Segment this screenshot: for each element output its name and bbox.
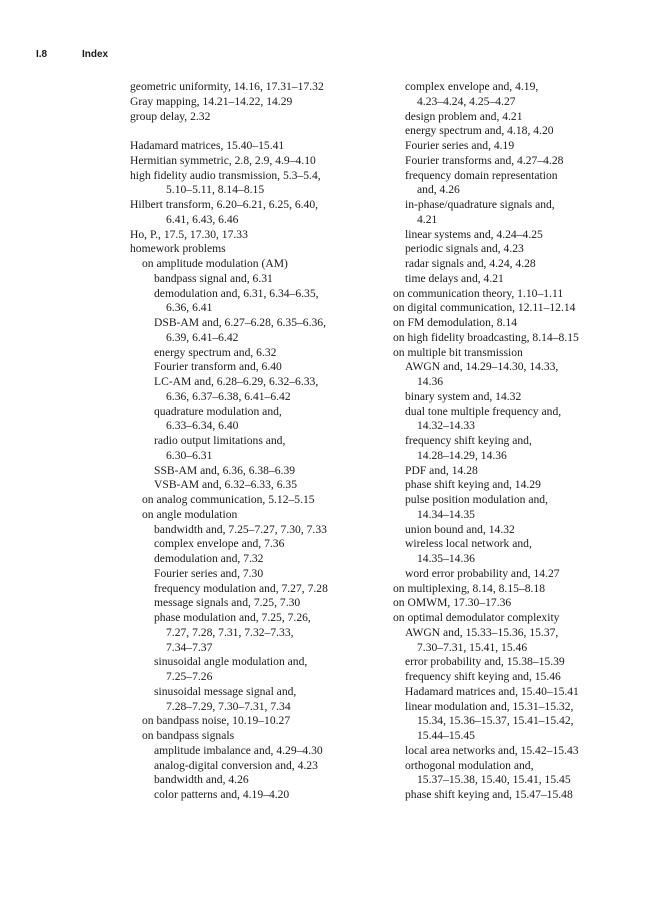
index-entry: on multiplexing, 8.14, 8.15–8.18 (393, 581, 546, 595)
index-entry: on high fidelity broadcasting, 8.14–8.15 (393, 330, 579, 344)
index-entry: on optimal demodulator complexity (393, 611, 560, 624)
index-entry: on bandpass noise, 10.19–10.27 (142, 714, 291, 728)
index-entry: color patterns and, 4.19–4.20 (154, 788, 290, 801)
index-entry: 6.36, 6.37–6.38, 6.41–6.42 (166, 389, 291, 403)
index-entry: 6.41, 6.43, 6.46 (166, 212, 239, 226)
index-entry: word error probability and, 14.27 (405, 566, 560, 580)
index-entry: orthogonal modulation and, (405, 758, 534, 772)
index-entry: Fourier transforms and, 4.27–4.28 (405, 153, 564, 167)
index-entry: periodic signals and, 4.23 (405, 242, 524, 256)
index-entry: on digital communication, 12.11–12.14 (393, 301, 576, 315)
index-entry: union bound and, 14.32 (405, 522, 515, 536)
index-entry: complex envelope and, 7.36 (154, 537, 285, 551)
index-entry: AWGN and, 14.29–14.30, 14.33, (405, 360, 559, 374)
index-entry: 4.23–4.24, 4.25–4.27 (417, 94, 516, 108)
index-entry: pulse position modulation and, (405, 493, 548, 506)
index-entry: 15.34, 15.36–15.37, 15.41–15.42, (417, 714, 574, 728)
index-entry: frequency shift keying and, 15.46 (405, 670, 561, 683)
index-entry: energy spectrum and, 4.18, 4.20 (405, 124, 554, 138)
index-entry: Hadamard matrices, 15.40–15.41 (130, 139, 285, 152)
index-entry: energy spectrum and, 6.32 (154, 345, 277, 359)
index-entry: 15.37–15.38, 15.40, 15.41, 15.45 (417, 773, 571, 787)
index-entry: 15.44–15.45 (417, 729, 475, 742)
index-entry: frequency domain representation (405, 168, 558, 182)
index-entry: on analog communication, 5.12–5.15 (142, 493, 315, 506)
section-title: Index (82, 49, 109, 60)
index-entry: 7.28–7.29, 7.30–7.31, 7.34 (166, 699, 291, 713)
index-entry: complex envelope and, 4.19, (405, 80, 539, 93)
index-entry: Fourier transform and, 6.40 (154, 360, 282, 374)
index-entry: 6.30–6.31 (166, 448, 213, 462)
index-entry: homework problems (130, 242, 226, 256)
index-entry: sinusoidal angle modulation and, (154, 655, 308, 669)
index-entry: on multiple bit transmission (393, 345, 523, 359)
index-entry: in-phase/quadrature signals and, (405, 198, 555, 211)
index-entry: 6.33–6.34, 6.40 (166, 419, 239, 433)
index-entry: geometric uniformity, 14.16, 17.31–17.32 (130, 80, 324, 93)
index-entry: 14.32–14.33 (417, 419, 475, 433)
index-entry: analog-digital conversion and, 4.23 (154, 758, 318, 772)
index-entry: Ho, P., 17.5, 17.30, 17.33 (130, 227, 248, 241)
index-entry: 6.36, 6.41 (166, 301, 213, 315)
index-entry: 14.36 (417, 375, 444, 388)
index-column-left (130, 80, 380, 803)
index-entry: demodulation and, 6.31, 6.34–6.35, (154, 286, 319, 300)
index-entry: 4.21 (417, 212, 438, 226)
index-entry: PDF and, 14.28 (405, 463, 478, 477)
index-entry: radar signals and, 4.24, 4.28 (405, 257, 536, 270)
index-entry: Hermitian symmetric, 2.8, 2.9, 4.9–4.10 (130, 153, 316, 167)
index-entry: Hadamard matrices and, 15.40–15.41 (405, 684, 579, 698)
running-header (36, 49, 108, 60)
index-entry: bandwidth and, 7.25–7.27, 7.30, 7.33 (154, 522, 327, 536)
index-entry: 14.28–14.29, 14.36 (417, 448, 507, 462)
index-entry: and, 4.26 (417, 183, 460, 197)
index-entry: frequency modulation and, 7.27, 7.28 (154, 581, 328, 595)
index-entry: design problem and, 4.21 (405, 109, 523, 123)
index-entry: bandwidth and, 4.26 (154, 773, 249, 787)
index-entry: phase shift keying and, 15.47–15.48 (405, 788, 573, 801)
index-entry: linear modulation and, 15.31–15.32, (405, 699, 574, 713)
index-entry: Hilbert transform, 6.20–6.21, 6.25, 6.40, (130, 198, 319, 211)
index-entry: on communication theory, 1.10–1.11 (393, 286, 564, 300)
index-entry: on FM demodulation, 8.14 (393, 316, 517, 329)
index-entry: LC-AM and, 6.28–6.29, 6.32–6.33, (154, 375, 319, 388)
index-entry: bandpass signal and, 6.31 (154, 271, 273, 285)
index-entry: VSB-AM and, 6.32–6.33, 6.35 (154, 478, 297, 492)
page-number: I.8 (36, 49, 48, 60)
index-entry: amplitude imbalance and, 4.29–4.30 (154, 743, 323, 757)
index-entry: 7.27, 7.28, 7.31, 7.32–7.33, (166, 625, 294, 639)
index-entry: phase shift keying and, 14.29 (405, 478, 541, 492)
index-entry: binary system and, 14.32 (405, 389, 522, 403)
index-entry: 14.34–14.35 (417, 507, 475, 521)
index-entry: local area networks and, 15.42–15.43 (405, 743, 579, 757)
index-entry: 14.35–14.36 (417, 552, 475, 565)
index-entry: 6.39, 6.41–6.42 (166, 330, 239, 344)
index-entry: 7.25–7.26 (166, 670, 213, 683)
index-entry: error probability and, 15.38–15.39 (405, 655, 565, 669)
index-spacer (130, 124, 380, 139)
index-entry: phase modulation and, 7.25, 7.26, (154, 611, 311, 624)
index-entry: 7.34–7.37 (166, 640, 213, 654)
index-entry: on OMWM, 17.30–17.36 (393, 596, 512, 610)
index-entry: high fidelity audio transmission, 5.3–5.4, (130, 168, 321, 182)
index-entry: linear systems and, 4.24–4.25 (405, 227, 543, 241)
index-entry: frequency shift keying and, (405, 434, 532, 447)
index-entry: 7.30–7.31, 15.41, 15.46 (417, 640, 528, 654)
index-entry: on amplitude modulation (AM) (142, 257, 288, 270)
index-entry: 5.10–5.11, 8.14–8.15 (166, 183, 265, 197)
index-entry: SSB-AM and, 6.36, 6.38–6.39 (154, 463, 296, 477)
index-entry: DSB-AM and, 6.27–6.28, 6.35–6.36, (154, 316, 326, 329)
index-entry: on angle modulation (142, 507, 238, 521)
index-entry: on bandpass signals (142, 729, 235, 742)
index-entry: demodulation and, 7.32 (154, 552, 264, 565)
index-entry: radio output limitations and, (154, 434, 286, 447)
index-entry: wireless local network and, (405, 537, 532, 551)
index-entry: Fourier series and, 4.19 (405, 139, 515, 152)
index-entry: AWGN and, 15.33–15.36, 15.37, (405, 625, 559, 639)
index-entry: quadrature modulation and, (154, 404, 282, 418)
index-entry: dual tone multiple frequency and, (405, 404, 562, 418)
index-entry: Gray mapping, 14.21–14.22, 14.29 (130, 94, 293, 108)
index-entry: sinusoidal message signal and, (154, 684, 297, 698)
index-entry: message signals and, 7.25, 7.30 (154, 596, 301, 610)
index-entry: time delays and, 4.21 (405, 271, 504, 285)
index-column-right (393, 80, 653, 803)
index-entry: group delay, 2.32 (130, 109, 211, 123)
index-entry: Fourier series and, 7.30 (154, 566, 264, 580)
